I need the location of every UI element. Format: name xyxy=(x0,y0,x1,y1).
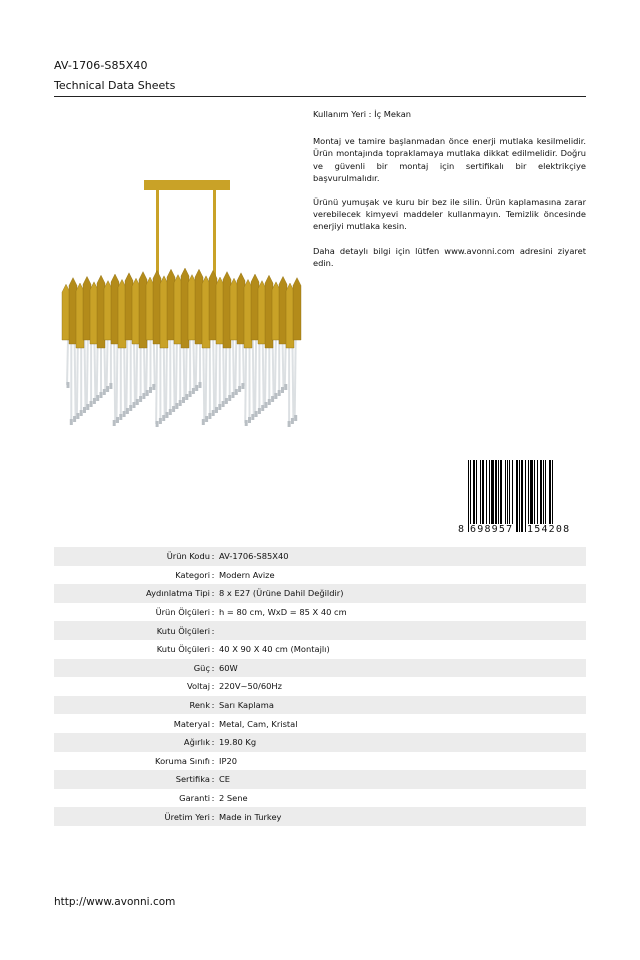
spec-row: Sertifika : CE xyxy=(54,770,586,789)
spec-label: Kutu Ölçüleri xyxy=(156,644,210,655)
info-text-block xyxy=(313,108,586,281)
website-paragraph: Daha detaylı bilgi için lütfen www.avonni.com adresini ziyaret edin. xyxy=(313,245,586,268)
spec-value: 2 Sene xyxy=(219,793,248,804)
barcode-bar xyxy=(470,460,471,532)
spec-row: Üretim Yeri : Made in Turkey xyxy=(54,807,586,826)
spec-row: Renk : Sarı Kaplama xyxy=(54,696,586,715)
spec-label: Ağırlık xyxy=(183,737,210,748)
cleaning-paragraph: Ürünü yumuşak ve kuru bir bez ile silin. Ürün kaplamasına zarar verebilecek kimyevi maddeler kullanmayın. Temizlik öncesinde enerjiyi mutlaka kesin. xyxy=(313,197,586,232)
spec-row: Ürün Ölçüleri : h = 80 cm, WxD = 85 X 40 cm xyxy=(54,603,586,622)
spec-row: Aydınlatma Tipi : 8 x E27 (Ürüne Dahil Değildir) xyxy=(54,584,586,603)
barcode-bar xyxy=(491,460,494,532)
spec-value: Sarı Kaplama xyxy=(219,700,274,711)
spec-table xyxy=(54,547,586,826)
spec-row: Kutu Ölçüleri : xyxy=(54,621,586,640)
spec-row: Kutu Ölçüleri : 40 X 90 X 40 cm (Montajlı) xyxy=(54,640,586,659)
spec-label: Kutu Ölçüleri xyxy=(156,625,210,636)
spec-row: Güç : 60W xyxy=(54,659,586,678)
spec-row: Kategori : Modern Avize xyxy=(54,566,586,585)
product-image xyxy=(56,172,306,434)
spec-label: Koruma Sınıfı xyxy=(155,755,210,766)
barcode-bar xyxy=(521,460,523,532)
barcode-left-group: 698957 xyxy=(470,524,514,535)
barcode-bars-icon xyxy=(458,460,586,532)
barcode-bar xyxy=(468,460,469,532)
spec-value: Modern Avize xyxy=(219,569,275,580)
barcode-bar xyxy=(552,460,553,532)
spec-row: Voltaj : 220V~50/60Hz xyxy=(54,677,586,696)
barcode-bar xyxy=(519,460,520,532)
barcode-bar xyxy=(540,460,542,532)
spec-label: Kategori xyxy=(175,569,210,580)
barcode-bar xyxy=(498,460,499,532)
barcode-bar xyxy=(500,460,502,532)
spec-label: Renk xyxy=(189,700,210,711)
spec-value: h = 80 cm, WxD = 85 X 40 cm xyxy=(219,607,347,618)
spec-value: 19.80 Kg xyxy=(219,737,257,748)
barcode-bar xyxy=(507,460,508,532)
barcode xyxy=(458,460,586,537)
spec-label: Güç xyxy=(193,662,210,673)
spec-row: Garanti : 2 Sene xyxy=(54,789,586,808)
barcode-bar xyxy=(482,460,484,532)
spec-value: 40 X 90 X 40 cm (Montajlı) xyxy=(219,644,330,655)
safety-paragraph: Montaj ve tamire başlanmadan önce enerji mutlaka kesilmelidir. Ürün montajında topraklamaya mutlaka dikkat edilmelidir. Doğru ve güvenli bir montaj için sertifikalı bir elektrikçiye başvurulmalıdır. xyxy=(313,136,586,183)
spec-value: 60W xyxy=(219,662,238,673)
barcode-bar xyxy=(512,460,513,532)
barcode-first-digit: 8 xyxy=(458,524,466,535)
spec-row: Ürün Kodu : AV-1706-S85X40 xyxy=(54,547,586,566)
barcode-bar xyxy=(543,460,544,532)
spec-value: Made in Turkey xyxy=(219,811,282,822)
spec-value: CE xyxy=(219,774,231,785)
spec-label: Materyal xyxy=(173,718,210,729)
barcode-bar xyxy=(489,460,490,532)
spec-row: Materyal : Metal, Cam, Kristal xyxy=(54,714,586,733)
barcode-bar xyxy=(525,460,526,532)
barcode-bar xyxy=(486,460,487,532)
barcode-bar xyxy=(537,460,538,532)
spec-row: Koruma Sınıfı : IP20 xyxy=(54,752,586,771)
product-code-heading: AV-1706-S85X40 xyxy=(54,59,148,72)
usage-location: Kullanım Yeri : İç Mekan xyxy=(313,109,412,119)
barcode-bar xyxy=(534,460,535,532)
spec-value: Metal, Cam, Kristal xyxy=(219,718,298,729)
spec-label: Sertifika xyxy=(175,774,210,785)
spec-label: Garanti xyxy=(179,793,210,804)
spec-label: Ürün Kodu xyxy=(166,551,210,562)
barcode-bar xyxy=(480,460,481,532)
spec-label: Üretim Yeri xyxy=(164,811,210,822)
barcode-bar xyxy=(473,460,475,532)
barcode-bar xyxy=(476,460,477,532)
barcode-bar xyxy=(528,460,529,532)
spec-value: 8 x E27 (Ürüne Dahil Değildir) xyxy=(219,588,344,599)
spec-value: 220V~50/60Hz xyxy=(219,681,282,692)
barcode-bar xyxy=(505,460,506,532)
spec-label: Aydınlatma Tipi xyxy=(146,588,210,599)
chandelier-icon xyxy=(56,172,306,434)
footer-website-link[interactable]: http://www.avonni.com xyxy=(54,896,176,908)
barcode-bar xyxy=(545,460,546,532)
barcode-bar xyxy=(530,460,533,532)
spec-value: AV-1706-S85X40 xyxy=(219,551,289,562)
spec-label: Ürün Ölçüleri xyxy=(155,607,210,618)
barcode-bar xyxy=(509,460,510,532)
spec-value: IP20 xyxy=(219,755,238,766)
barcode-right-group: 154208 xyxy=(527,524,571,535)
document-subtitle: Technical Data Sheets xyxy=(54,79,176,92)
barcode-bar xyxy=(495,460,497,532)
spec-row: Ağırlık : 19.80 Kg xyxy=(54,733,586,752)
spec-label: Voltaj xyxy=(186,681,210,692)
barcode-bar xyxy=(549,460,551,532)
header-divider xyxy=(54,96,586,97)
barcode-bar xyxy=(516,460,518,532)
